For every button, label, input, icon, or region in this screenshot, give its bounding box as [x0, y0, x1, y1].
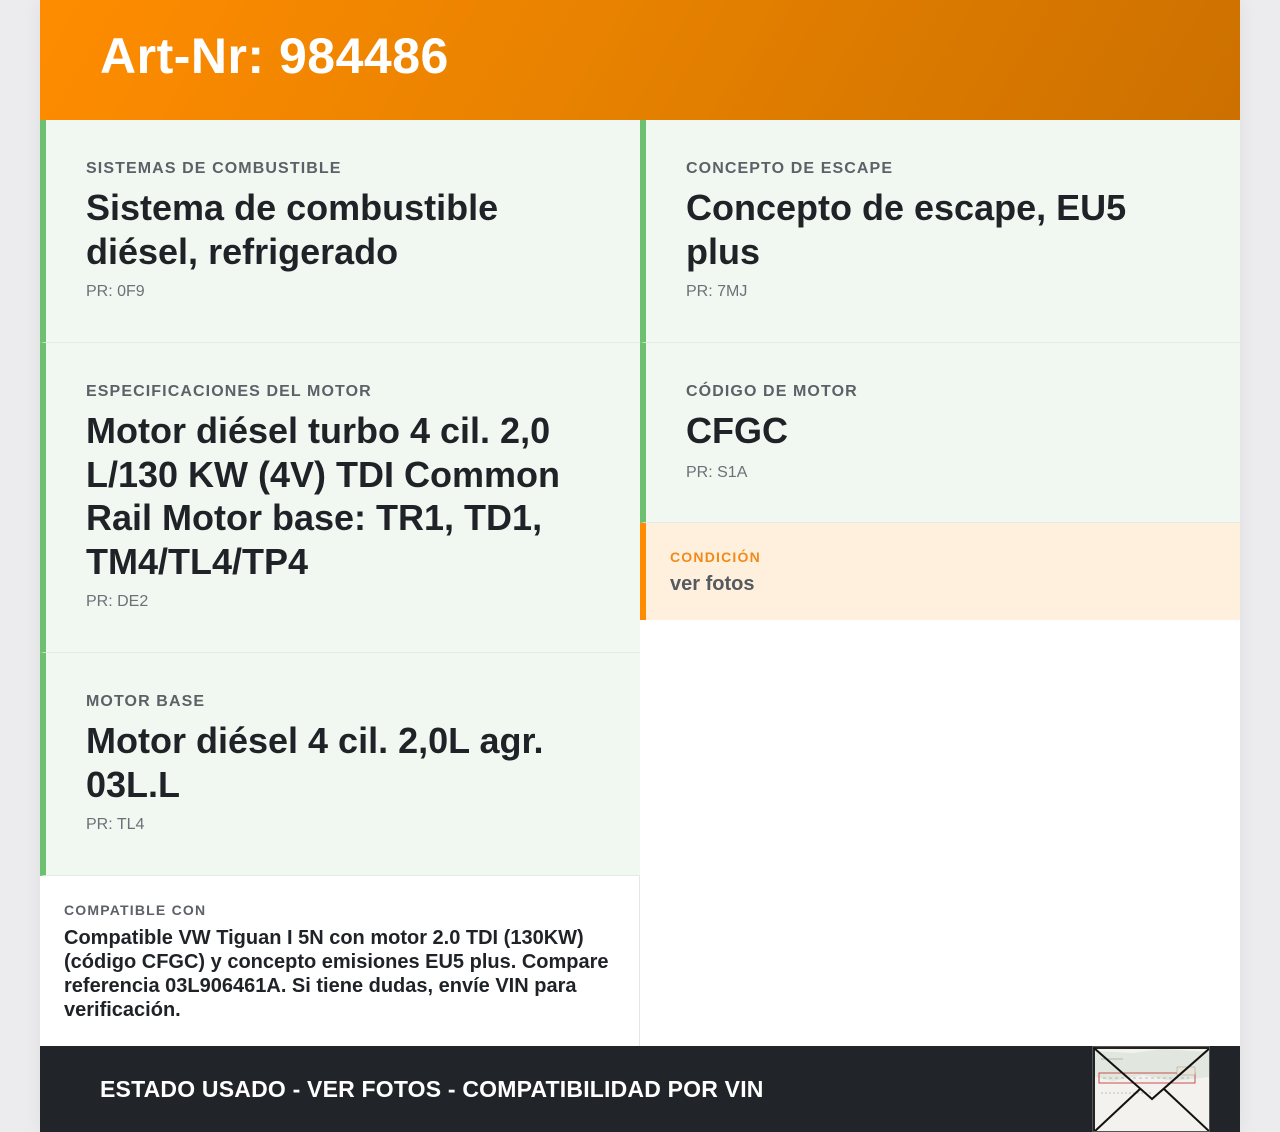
envelope-photo-icon — [1093, 1047, 1210, 1132]
spec-value: Motor diésel turbo 4 cil. 2,0 L/130 KW (4V) TDI Common Rail Motor base: TR1, TD1, TM4/TL4/TP4 — [86, 410, 561, 582]
spec-pr-code: PR: DE2 — [86, 593, 149, 610]
spec-category: CONCEPTO DE ESCAPE — [686, 160, 894, 177]
article-number-title: Art-Nr: 984486 — [100, 28, 449, 84]
spec-pr-code: PR: S1A — [686, 464, 748, 481]
spec-card-exhaust-concept — [640, 120, 1240, 343]
condition-value: ver fotos — [670, 573, 755, 595]
spec-card-engine-specifications — [40, 343, 640, 653]
product-sheet — [40, 0, 1240, 1132]
spec-category: SISTEMAS DE COMBUSTIBLE — [86, 160, 342, 177]
spec-pr-code: PR: 7MJ — [686, 283, 748, 300]
part-photo-thumbnail[interactable] — [1092, 1046, 1210, 1132]
spec-value: CFGC — [686, 410, 788, 451]
compatibility-text: Compatible VW Tiguan I 5N con motor 2.0 TDI (130KW) (código CFGC) y concepto emisiones EU5 plus. Compare referencia 03L906461A. Si tiene dudas, envíe VIN para verificación. — [64, 927, 609, 1021]
spec-value: Sistema de combustible diésel, refrigerado — [86, 187, 499, 272]
footer-bar — [40, 1046, 1240, 1132]
condition-panel — [640, 523, 1240, 620]
spec-card-fuel-system — [40, 120, 640, 343]
spec-pr-code: PR: 0F9 — [86, 283, 145, 300]
spec-pr-code: PR: TL4 — [86, 816, 145, 833]
spec-value: Motor diésel 4 cil. 2,0L agr. 03L.L — [86, 720, 544, 805]
spec-card-base-engine — [40, 653, 640, 876]
footer-status-text: ESTADO USADO - VER FOTOS - COMPATIBILIDAD POR VIN — [100, 1076, 764, 1102]
condition-label: CONDICIÓN — [670, 549, 761, 565]
spec-value: Concepto de escape, EU5 plus — [686, 187, 1127, 272]
spec-category: ESPECIFICACIONES DEL MOTOR — [86, 383, 372, 400]
compatibility-label: COMPATIBLE CON — [64, 902, 207, 918]
spec-category: CÓDIGO DE MOTOR — [686, 383, 858, 400]
spec-category: MOTOR BASE — [86, 693, 206, 710]
header-banner — [40, 0, 1240, 120]
spec-card-engine-code — [640, 343, 1240, 523]
compatibility-panel — [40, 876, 640, 1046]
